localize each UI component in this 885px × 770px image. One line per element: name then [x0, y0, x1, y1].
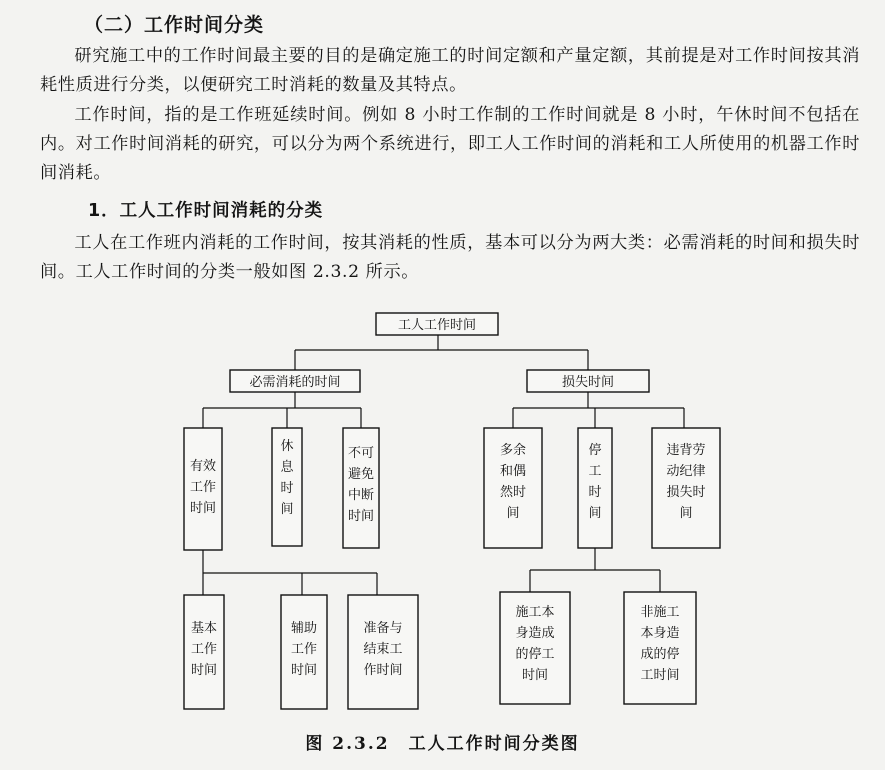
node-auxiliary-work-time [281, 595, 327, 709]
node-rest-time [272, 428, 302, 546]
section-title: （二）工作时间分类 [84, 14, 265, 36]
node-basic-work-time [184, 595, 224, 709]
node-label-line: 间 [280, 502, 294, 517]
node-label-line: 动纪律 [666, 464, 706, 479]
node-non-construction-stoppage [624, 592, 696, 704]
edge-necessary-children [203, 392, 361, 428]
node-excess-time [484, 428, 542, 548]
node-effective-work-time-label [190, 459, 216, 516]
node-label-line: 和偶 [499, 464, 527, 479]
node-label-line: 时间 [347, 509, 375, 524]
node-stoppage-time [578, 428, 612, 548]
node-label-line: 间 [506, 506, 520, 521]
node-label-line: 间 [679, 506, 693, 521]
node-label-line: 工作 [290, 642, 318, 657]
edge-loss-children [513, 392, 684, 428]
node-label-line: 工作 [189, 480, 217, 495]
node-label-line: 违背劳 [666, 443, 706, 458]
node-label-line: 结束工 [363, 642, 403, 657]
node-label-line: 休 [280, 439, 294, 454]
node-loss-time-label: 损失时间 [561, 375, 615, 390]
node-label-line: 工时间 [640, 668, 680, 683]
node-label-line: 中断 [347, 488, 375, 503]
node-label-line: 息 [280, 460, 294, 475]
classification-diagram [0, 300, 885, 720]
figure-caption: 图 2.3.2 工人工作时间分类图 [305, 734, 580, 754]
node-label-line: 施工本 [515, 605, 555, 620]
paragraph-definition: 工作时间，指的是工作班延续时间。例如 8 小时工作制的工作时间就是 8 小时，午休时间不包括在内。对工作时间消耗的研究，可以分为两个系统进行，即工人工作时间的消耗和工人所使用的机器工作时间消耗。 [40, 105, 860, 183]
node-effective-work-time [184, 428, 222, 550]
paragraph-classification: 工人在工作班内消耗的工作时间，按其消耗的性质，基本可以分为两大类：必需消耗的时间和损失时间。工人工作时间的分类一般如图 2.3.2 所示。 [40, 233, 860, 282]
node-root-label: 工人工作时间 [397, 318, 477, 333]
node-label-line: 非施工 [640, 605, 680, 620]
node-label-line: 时 [588, 485, 602, 500]
node-label-line: 时间 [521, 668, 549, 683]
node-label-line: 避免 [347, 467, 375, 482]
node-basic-work-time-label [191, 620, 217, 678]
node-prep-finish-time [348, 595, 418, 709]
node-discipline-loss [652, 428, 720, 548]
node-root [376, 313, 498, 335]
node-label-line: 辅助 [290, 621, 318, 636]
node-label-line: 有效 [189, 459, 217, 474]
node-label-line: 时 [280, 481, 294, 496]
node-label-line: 作时间 [363, 663, 403, 678]
node-label-line: 时间 [190, 663, 218, 678]
node-label-line: 停 [588, 443, 602, 458]
node-label-line: 损失时 [666, 485, 706, 500]
edge-stoppage-children [530, 548, 660, 592]
subsection-title: 1．工人工作时间消耗的分类 [88, 201, 324, 221]
node-label-line: 工 [588, 464, 602, 479]
node-label-line: 间 [588, 506, 602, 521]
node-necessary-time-label: 必需消耗的时间 [249, 375, 341, 390]
node-label-line: 身造成 [515, 626, 555, 641]
node-label-line: 时间 [189, 501, 217, 516]
node-label-line: 不可 [347, 446, 375, 461]
edge-effective-children [203, 550, 377, 595]
node-loss-time [527, 370, 649, 392]
node-label-line: 的停工 [515, 647, 555, 662]
node-necessary-time [230, 370, 360, 392]
node-unavoidable-interruption [343, 428, 379, 548]
node-construction-caused-stoppage [500, 592, 570, 704]
node-label-line: 工作 [190, 642, 218, 657]
node-label-line: 然时 [499, 485, 527, 500]
paragraph-purpose: 研究施工中的工作时间最主要的目的是确定施工的时间定额和产量定额，其前提是对工作时间按其消耗性质进行分类，以便研究工时消耗的数量及其特点。 [40, 46, 860, 95]
node-label-line: 基本 [190, 621, 218, 636]
node-label-line: 准备与 [363, 621, 403, 636]
node-label-line: 多余 [499, 443, 527, 458]
node-auxiliary-work-time-label [291, 620, 317, 678]
node-prep-finish-time-label [363, 620, 402, 678]
node-label-line: 成的停 [640, 647, 680, 662]
node-label-line: 本身造 [640, 626, 680, 641]
node-label-line: 时间 [290, 663, 318, 678]
edge-root-to-level1 [295, 335, 588, 370]
